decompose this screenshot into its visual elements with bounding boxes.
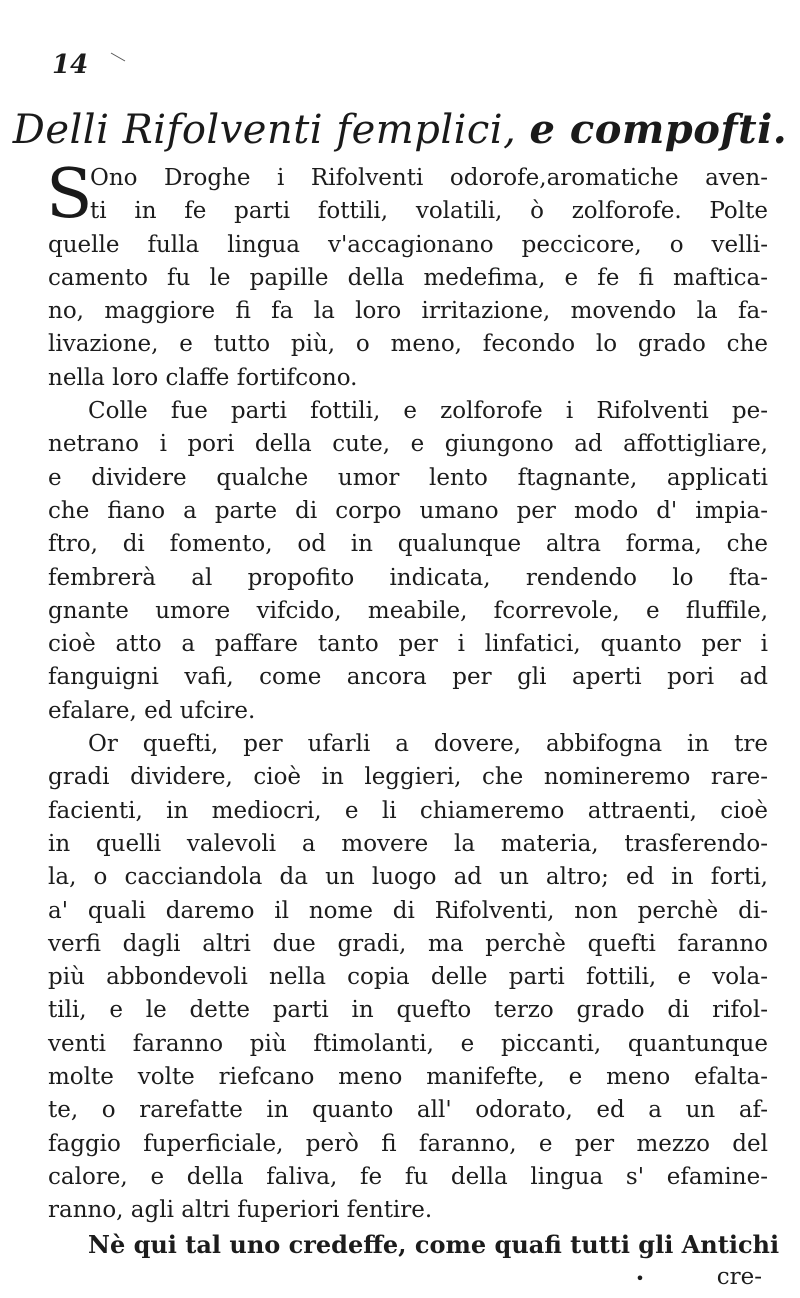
chapter-title xyxy=(0,106,800,153)
text-line-26: tili, e le dette parti in quefto terzo grado di rifol- xyxy=(48,997,768,1024)
catchword-text: cre- xyxy=(716,1263,762,1290)
text-line-12: ftro, di fomento, od in qualunque altra forma, che xyxy=(48,531,768,558)
text-line-7: nella loro claffe fortifcono. xyxy=(48,364,358,391)
text-line-2: ti in fe parti fottili, volatili, ò zolforofe. Polte xyxy=(90,198,768,225)
text-line-31: calore, e della faliva, fe fu della lingua s' efamine- xyxy=(48,1163,768,1190)
text-line-25: più abbondevoli nella copia delle parti fottili, e vola- xyxy=(48,964,768,991)
bullet-dot-icon: • xyxy=(635,1268,645,1288)
page-number: 14 xyxy=(52,50,89,80)
text-line-33: Nè qui tal uno credeffe, come quafi tutti gli Antichi xyxy=(88,1229,780,1259)
chapter-title-bold: e compofti. xyxy=(529,106,788,153)
body-text xyxy=(46,155,780,1294)
text-line-17: efalare, ed ufcire. xyxy=(48,697,256,724)
text-line-30: faggio fuperficiale, però fi faranno, e per mezzo del xyxy=(48,1130,768,1157)
text-line-28: molte volte riefcano meno manifefte, e meno efalta- xyxy=(48,1064,768,1091)
text-line-14: gnante umore vifcido, meabile, fcorrevole, e fluffile, xyxy=(48,597,768,624)
printer-mark-icon xyxy=(110,52,126,62)
text-line-13: fembrerà al propofito indicata, rendendo lo fta- xyxy=(48,564,768,591)
text-line-19: gradi dividere, cioè in leggieri, che nomineremo rare- xyxy=(48,764,768,791)
text-line-20: facienti, in mediocri, e li chiameremo attraenti, cioè xyxy=(48,797,768,824)
text-line-32: ranno, agli altri fuperiori fentire. xyxy=(48,1197,433,1224)
text-line-21: in quelli valevoli a movere la materia, trasferendo- xyxy=(48,830,768,857)
text-line-11: che fiano a parte di corpo umano per modo d' impia- xyxy=(48,497,768,524)
text-line-23: a' quali daremo il nome di Rifolventi, non perchè di- xyxy=(48,897,768,924)
text-line-5: no, maggiore fi fa la loro irritazione, movendo la fa- xyxy=(48,298,768,325)
text-line-6: livazione, e tutto più, o meno, fecondo lo grado che xyxy=(48,331,768,358)
text-line-9: netrano i pori della cute, e giungono ad affottigliare, xyxy=(48,431,768,458)
text-line-1-content: Ono Droghe i Rifolventi odorofe,aromatiche aven- xyxy=(90,165,768,191)
drop-cap: S xyxy=(46,155,93,234)
catchword xyxy=(48,1261,768,1294)
text-line-18: Or quefti, per ufarli a dovere, abbifogna in tre xyxy=(88,731,768,758)
text-line-22: la, o cacciandola da un luogo ad un altro; ed in forti, xyxy=(48,864,768,891)
text-line-15: cioè atto a paffare tanto per i linfatici, quanto per i xyxy=(48,631,768,658)
chapter-title-italic: Delli Rifolventi femplici, xyxy=(12,107,530,153)
text-line-29: te, o rarefatte in quanto all' odorato, ed a un af- xyxy=(48,1097,768,1124)
text-line-27: venti faranno più ftimolanti, e piccanti, quantunque xyxy=(48,1030,768,1057)
text-line-3: quelle fulla lingua v'accagionano peccicore, o velli- xyxy=(48,231,768,258)
text-line-8: Colle fue parti fottili, e zolforofe i Rifolventi pe- xyxy=(88,398,768,425)
text-line-10: e dividere qualche umor lento ftagnante, applicati xyxy=(48,464,768,491)
text-line-24: verfi dagli altri due gradi, ma perchè quefti faranno xyxy=(48,930,768,957)
text-line-4: camento fu le papille della medefima, e fe fi maftica- xyxy=(48,264,768,291)
text-line-16: fanguigni vafi, come ancora per gli aperti pori ad xyxy=(48,664,768,691)
